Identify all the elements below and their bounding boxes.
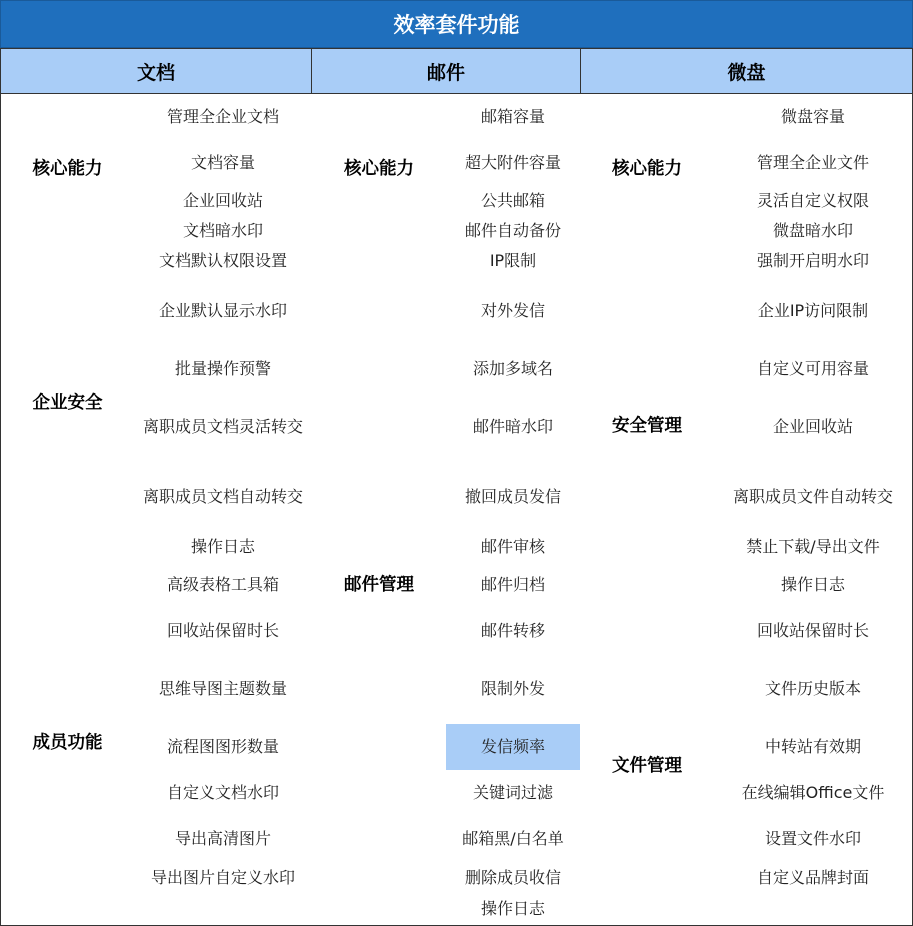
disk-feature-cell: 在线编辑Office文件 (714, 770, 913, 817)
doc-feature-cell: 导出图片自定义水印 (134, 862, 313, 895)
disk-feature-cell: 回收站保留时长 (714, 608, 913, 655)
mail-feature-cell: 对外发信 (446, 276, 581, 347)
doc-feature-cell: 文档默认权限设置 (134, 246, 313, 277)
mail-feature-cell: 邮箱容量 (446, 94, 581, 141)
doc-feature-cell: 流程图图形数量 (134, 724, 313, 771)
disk-feature-cell: 离职成员文件自动转交 (714, 462, 913, 533)
mail-feature-cell: 邮件审核 (446, 532, 581, 563)
doc-feature-cell (134, 894, 313, 926)
mail-feature-cell: 邮件归档 (446, 562, 581, 609)
disk-feature-cell: 微盘暗水印 (714, 216, 913, 247)
doc-group-1: 企业安全 (0, 246, 135, 563)
doc-feature-cell: 思维导图主题数量 (134, 654, 313, 725)
mail-feature-cell: 添加多域名 (446, 346, 581, 393)
disk-feature-cell: 灵活自定义权限 (714, 186, 913, 217)
disk-group-0: 核心能力 (580, 94, 715, 247)
mail-feature-cell: 操作日志 (446, 894, 581, 926)
disk-feature-cell: 自定义可用容量 (714, 346, 913, 393)
doc-group-0: 核心能力 (0, 94, 135, 247)
mail-feature-cell: 邮件暗水印 (446, 392, 581, 463)
disk-feature-cell: 企业IP访问限制 (714, 276, 913, 347)
table-title: 效率套件功能 (0, 0, 913, 48)
doc-group-2: 成员功能 (0, 562, 135, 926)
header-disk: 微盘 (580, 48, 913, 94)
disk-feature-cell: 强制开启明水印 (714, 246, 913, 277)
doc-feature-cell: 自定义文档水印 (134, 770, 313, 817)
disk-feature-cell: 文件历史版本 (714, 654, 913, 725)
doc-feature-cell: 高级表格工具箱 (134, 562, 313, 609)
doc-feature-cell: 离职成员文档灵活转交 (134, 392, 313, 463)
disk-feature-cell: 自定义品牌封面 (714, 862, 913, 895)
mail-feature-cell: 删除成员收信 (446, 862, 581, 895)
header-doc: 文档 (0, 48, 312, 94)
header-mail: 邮件 (311, 48, 581, 94)
doc-feature-cell: 文档暗水印 (134, 216, 313, 247)
mail-feature-cell: 关键词过滤 (446, 770, 581, 817)
mail-group-1: 邮件管理 (312, 246, 447, 926)
doc-feature-cell: 文档容量 (134, 140, 313, 187)
disk-feature-cell: 设置文件水印 (714, 816, 913, 863)
disk-group-2: 文件管理 (580, 608, 715, 926)
disk-feature-cell (714, 894, 913, 926)
doc-feature-cell: 管理全企业文档 (134, 94, 313, 141)
disk-feature-cell: 中转站有效期 (714, 724, 913, 771)
disk-group-1: 安全管理 (580, 246, 715, 609)
mail-group-0: 核心能力 (312, 94, 447, 247)
doc-feature-cell: 导出高清图片 (134, 816, 313, 863)
mail-feature-cell: 撤回成员发信 (446, 462, 581, 533)
mail-feature-cell: IP限制 (446, 246, 581, 277)
mail-feature-cell: 邮件自动备份 (446, 216, 581, 247)
mail-feature-cell: 邮件转移 (446, 608, 581, 655)
doc-feature-cell: 企业回收站 (134, 186, 313, 217)
doc-feature-cell: 批量操作预警 (134, 346, 313, 393)
disk-feature-cell: 管理全企业文件 (714, 140, 913, 187)
doc-feature-cell: 回收站保留时长 (134, 608, 313, 655)
disk-feature-cell: 企业回收站 (714, 392, 913, 463)
mail-feature-cell: 邮箱黑/白名单 (446, 816, 581, 863)
mail-feature-cell: 公共邮箱 (446, 186, 581, 217)
disk-feature-cell: 微盘容量 (714, 94, 913, 141)
disk-feature-cell: 操作日志 (714, 562, 913, 609)
doc-feature-cell: 离职成员文档自动转交 (134, 462, 313, 533)
mail-feature-cell: 超大附件容量 (446, 140, 581, 187)
mail-feature-cell: 限制外发 (446, 654, 581, 725)
doc-feature-cell: 企业默认显示水印 (134, 276, 313, 347)
mail-feature-cell: 发信频率 (446, 724, 581, 771)
disk-feature-cell: 禁止下载/导出文件 (714, 532, 913, 563)
doc-feature-cell: 操作日志 (134, 532, 313, 563)
